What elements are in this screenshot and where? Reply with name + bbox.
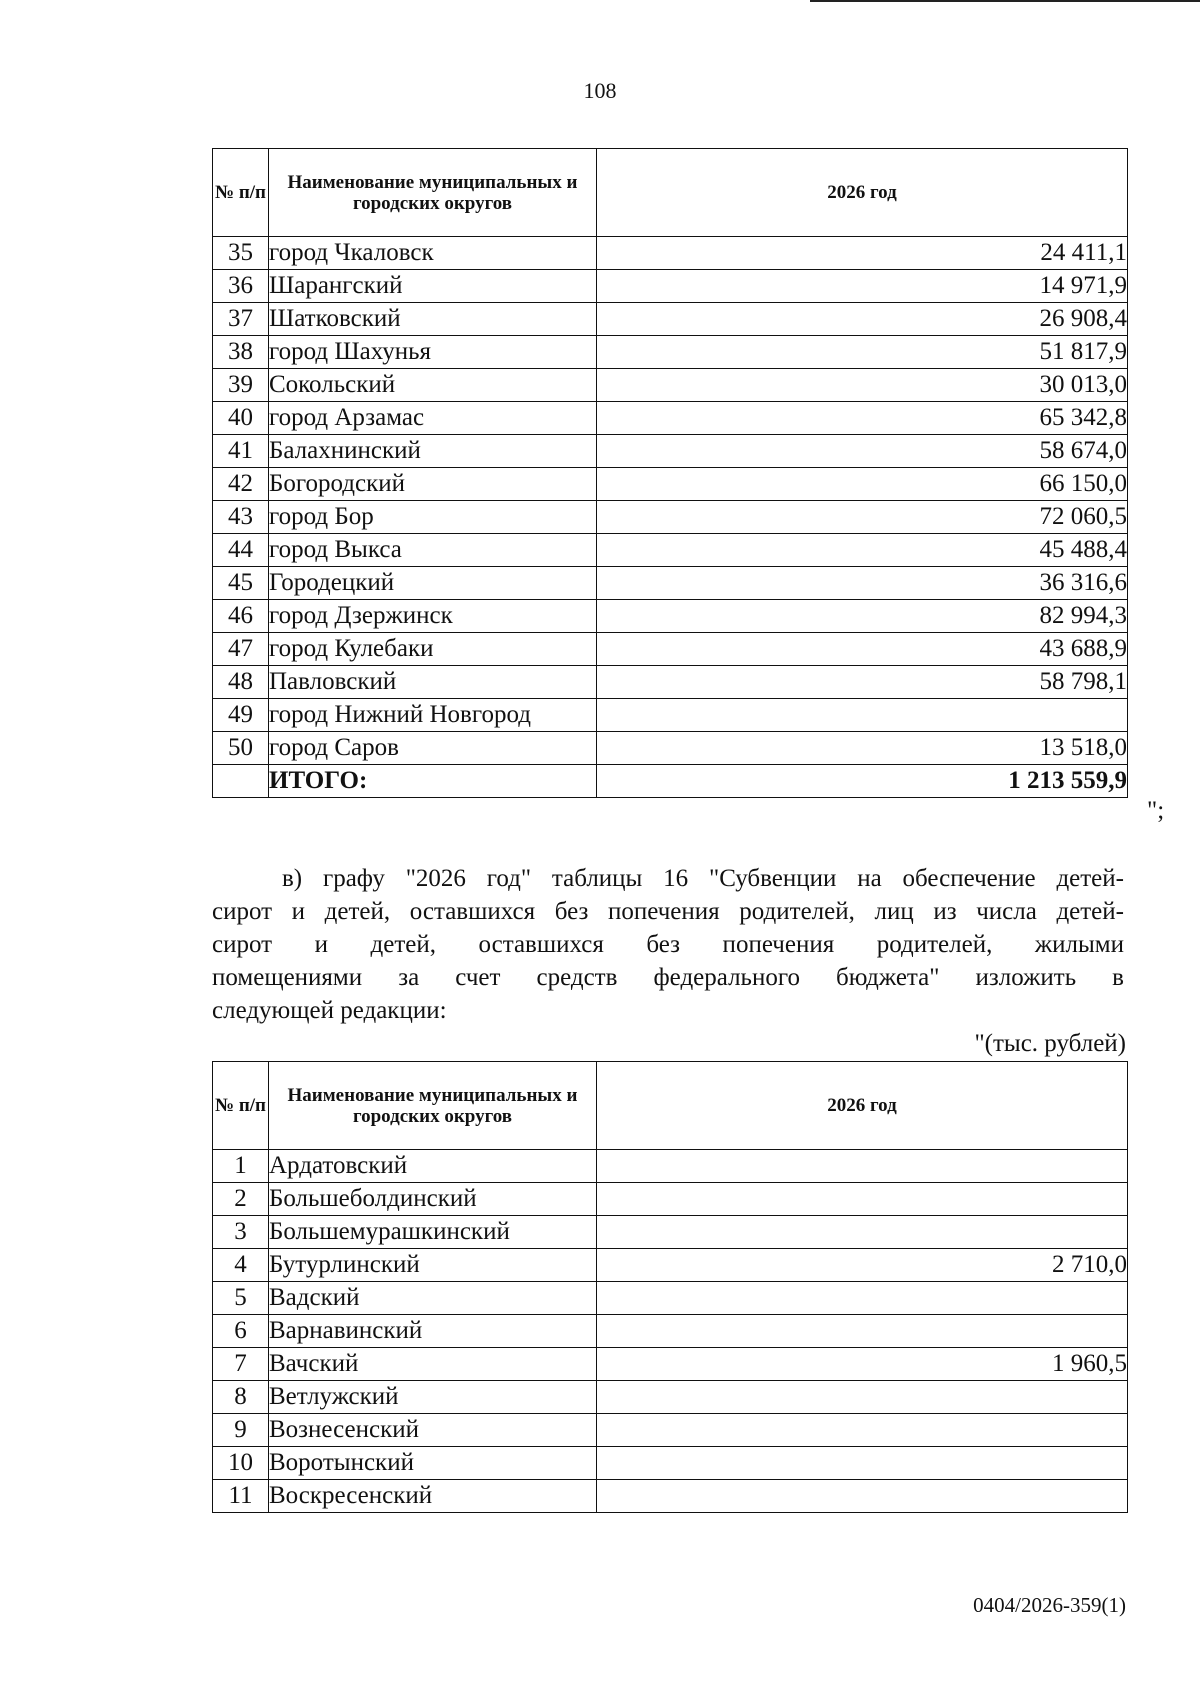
row-num: 44 <box>213 534 269 567</box>
table-header-row <box>213 1062 1128 1150</box>
table-row <box>213 534 1128 567</box>
row-num: 37 <box>213 303 269 336</box>
header-num: № п/п <box>213 149 269 237</box>
paragraph-line: помещениями за счет средств федерального бюджета" изложить в <box>212 964 1124 991</box>
table-row <box>213 1348 1128 1381</box>
top-edge-rule <box>810 0 1200 2</box>
row-num: 1 <box>213 1150 269 1183</box>
row-name: Варнавинский <box>269 1315 597 1348</box>
table-row <box>213 1282 1128 1315</box>
row-name: город Саров <box>269 732 597 765</box>
table-row <box>213 732 1128 765</box>
row-value: 36 316,6 <box>597 567 1128 600</box>
row-name: город Чкаловск <box>269 237 597 270</box>
row-num: 49 <box>213 699 269 732</box>
table-row <box>213 567 1128 600</box>
row-name: город Дзержинск <box>269 600 597 633</box>
row-num: 40 <box>213 402 269 435</box>
table-header-row <box>213 149 1128 237</box>
table-row <box>213 1315 1128 1348</box>
row-value <box>597 1183 1128 1216</box>
table-row <box>213 633 1128 666</box>
row-num: 11 <box>213 1480 269 1513</box>
row-name: город Шахунья <box>269 336 597 369</box>
table-row <box>213 699 1128 732</box>
row-num: 3 <box>213 1216 269 1249</box>
row-name: город Арзамас <box>269 402 597 435</box>
row-num: 8 <box>213 1381 269 1414</box>
table-row <box>213 336 1128 369</box>
row-num: 5 <box>213 1282 269 1315</box>
row-name: город Кулебаки <box>269 633 597 666</box>
row-num: 10 <box>213 1447 269 1480</box>
table-row <box>213 666 1128 699</box>
row-value: 24 411,1 <box>597 237 1128 270</box>
row-value: 58 798,1 <box>597 666 1128 699</box>
row-name: Павловский <box>269 666 597 699</box>
row-num: 9 <box>213 1414 269 1447</box>
paragraph-line: следующей редакции: <box>212 997 447 1024</box>
row-name: Городецкий <box>269 567 597 600</box>
row-value <box>597 1414 1128 1447</box>
row-value: 26 908,4 <box>597 303 1128 336</box>
row-value: 1 960,5 <box>597 1348 1128 1381</box>
row-name: Богородский <box>269 468 597 501</box>
row-num: 39 <box>213 369 269 402</box>
table-row <box>213 303 1128 336</box>
row-value <box>597 1315 1128 1348</box>
row-num: 42 <box>213 468 269 501</box>
table-row <box>213 237 1128 270</box>
row-value <box>597 1282 1128 1315</box>
table-row <box>213 1183 1128 1216</box>
row-value: 45 488,4 <box>597 534 1128 567</box>
row-value: 13 518,0 <box>597 732 1128 765</box>
row-num: 36 <box>213 270 269 303</box>
row-num: 47 <box>213 633 269 666</box>
row-value: 43 688,9 <box>597 633 1128 666</box>
row-name: город Нижний Новгород <box>269 699 597 732</box>
row-name: Ветлужский <box>269 1381 597 1414</box>
row-value <box>597 1381 1128 1414</box>
row-name: Вознесенский <box>269 1414 597 1447</box>
row-value: 65 342,8 <box>597 402 1128 435</box>
header-name: Наименование муниципальных и городских округов <box>269 1062 597 1150</box>
row-value <box>597 1447 1128 1480</box>
table-body <box>213 1150 1128 1513</box>
header-num: № п/п <box>213 1062 269 1150</box>
row-num: 45 <box>213 567 269 600</box>
row-name: Воротынский <box>269 1447 597 1480</box>
page-number: 108 <box>583 78 617 103</box>
row-num: 50 <box>213 732 269 765</box>
table-row <box>213 600 1128 633</box>
paragraph-line: сирот и детей, оставшихся без попечения родителей, жилыми <box>212 931 1124 958</box>
table-row <box>213 1447 1128 1480</box>
subsidy-table-continued <box>212 148 1128 798</box>
table-row <box>213 402 1128 435</box>
row-num: 35 <box>213 237 269 270</box>
table-row <box>213 468 1128 501</box>
orphan-housing-subsidy-table <box>212 1061 1128 1513</box>
row-num: 6 <box>213 1315 269 1348</box>
row-name: Вачский <box>269 1348 597 1381</box>
row-name: город Бор <box>269 501 597 534</box>
total-num-cell <box>213 765 269 798</box>
row-num: 43 <box>213 501 269 534</box>
table-body <box>213 237 1128 765</box>
table-row <box>213 435 1128 468</box>
row-name: Большемурашкинский <box>269 1216 597 1249</box>
row-name: Шатковский <box>269 303 597 336</box>
row-value <box>597 699 1128 732</box>
row-value: 66 150,0 <box>597 468 1128 501</box>
table-row <box>213 369 1128 402</box>
table-row <box>213 1480 1128 1513</box>
row-num: 46 <box>213 600 269 633</box>
row-name: Большеболдинский <box>269 1183 597 1216</box>
table-row <box>213 1381 1128 1414</box>
table-row <box>213 501 1128 534</box>
row-value: 58 674,0 <box>597 435 1128 468</box>
row-value <box>597 1150 1128 1183</box>
table-row <box>213 1249 1128 1282</box>
row-name: Вадский <box>269 1282 597 1315</box>
document-code: 0404/2026-359(1) <box>973 1593 1126 1617</box>
total-label: ИТОГО: <box>269 765 597 798</box>
paragraph-line: сирот и детей, оставшихся без попечения родителей, лиц из числа детей- <box>212 898 1124 925</box>
row-value: 30 013,0 <box>597 369 1128 402</box>
header-year: 2026 год <box>597 149 1128 237</box>
row-num: 38 <box>213 336 269 369</box>
row-name: город Выкса <box>269 534 597 567</box>
row-name: Балахнинский <box>269 435 597 468</box>
row-name: Шарангский <box>269 270 597 303</box>
table-row <box>213 1216 1128 1249</box>
table-row <box>213 1150 1128 1183</box>
row-num: 7 <box>213 1348 269 1381</box>
row-name: Сокольский <box>269 369 597 402</box>
row-num: 41 <box>213 435 269 468</box>
instruction-paragraph <box>212 862 1124 1027</box>
closing-quote: "; <box>1147 797 1165 824</box>
row-value: 72 060,5 <box>597 501 1128 534</box>
table-row <box>213 1414 1128 1447</box>
row-num: 48 <box>213 666 269 699</box>
row-name: Воскресенский <box>269 1480 597 1513</box>
row-num: 2 <box>213 1183 269 1216</box>
row-value <box>597 1216 1128 1249</box>
header-year: 2026 год <box>597 1062 1128 1150</box>
row-value: 14 971,9 <box>597 270 1128 303</box>
total-value: 1 213 559,9 <box>597 765 1128 798</box>
row-name: Бутурлинский <box>269 1249 597 1282</box>
header-name: Наименование муниципальных и городских округов <box>269 149 597 237</box>
total-row <box>213 765 1128 798</box>
row-value: 82 994,3 <box>597 600 1128 633</box>
units-label: "(тыс. рублей) <box>974 1030 1126 1057</box>
row-value: 2 710,0 <box>597 1249 1128 1282</box>
table-row <box>213 270 1128 303</box>
row-value: 51 817,9 <box>597 336 1128 369</box>
paragraph-line: в) графу "2026 год" таблицы 16 "Субвенции на обеспечение детей- <box>282 865 1124 892</box>
row-value <box>597 1480 1128 1513</box>
row-num: 4 <box>213 1249 269 1282</box>
row-name: Ардатовский <box>269 1150 597 1183</box>
